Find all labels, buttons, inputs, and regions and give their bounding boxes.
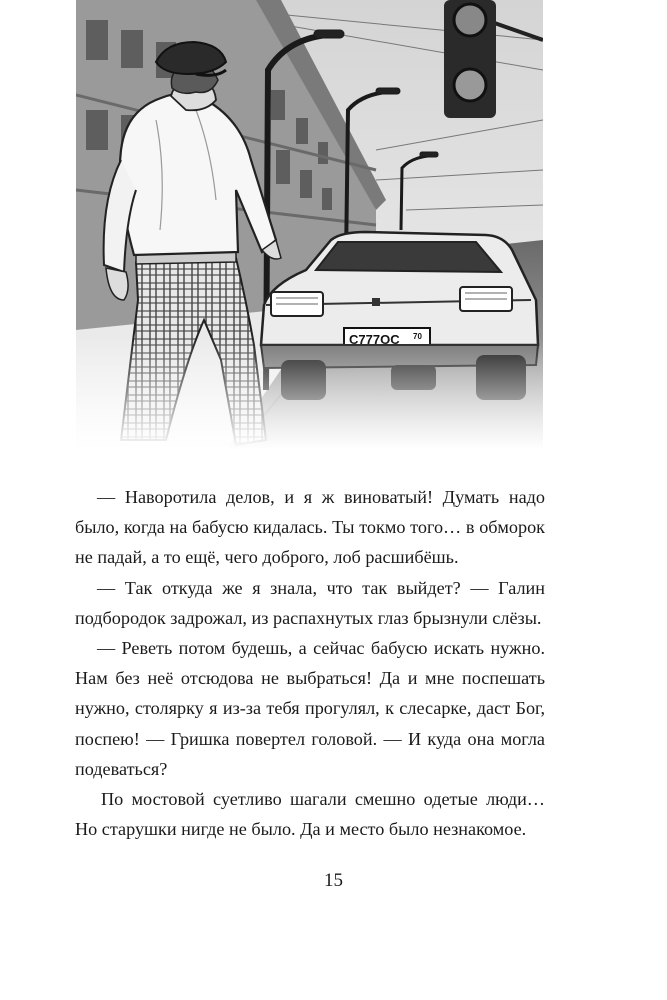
street-scene-drawing	[76, 0, 543, 450]
paragraph-1: — Наворотила делов, и я ж виноватый! Думать надо было, когда на бабусю кидалась. Ты токмо того… в обморок не падай, а то ещё, чего доброго, лоб расшибёшь.	[75, 487, 545, 568]
paragraph-2: — Так откуда же я знала, что так выйдет? — Галин подбородок задрожал, из распахнутых глаз брызнули слёзы.	[75, 577, 545, 628]
story-text	[75, 482, 545, 844]
illustration	[76, 0, 543, 450]
paragraph-4: По мостовой суетливо шагали смешно одетые люди… Но старушки нигде не было. Да и место было незнакомое.	[75, 789, 545, 840]
paragraph-3: — Реветь потом будешь, а сейчас бабусю искать нужно. Нам без неё отсюдова не выбраться! Да и мне поспешать нужно, столярку я из-за тебя прогулял, к слесарке, даст Бог, поспею! — Гришка повертел головой. — И куда она могла подеваться?	[75, 638, 545, 779]
page-number: 15	[324, 870, 343, 891]
